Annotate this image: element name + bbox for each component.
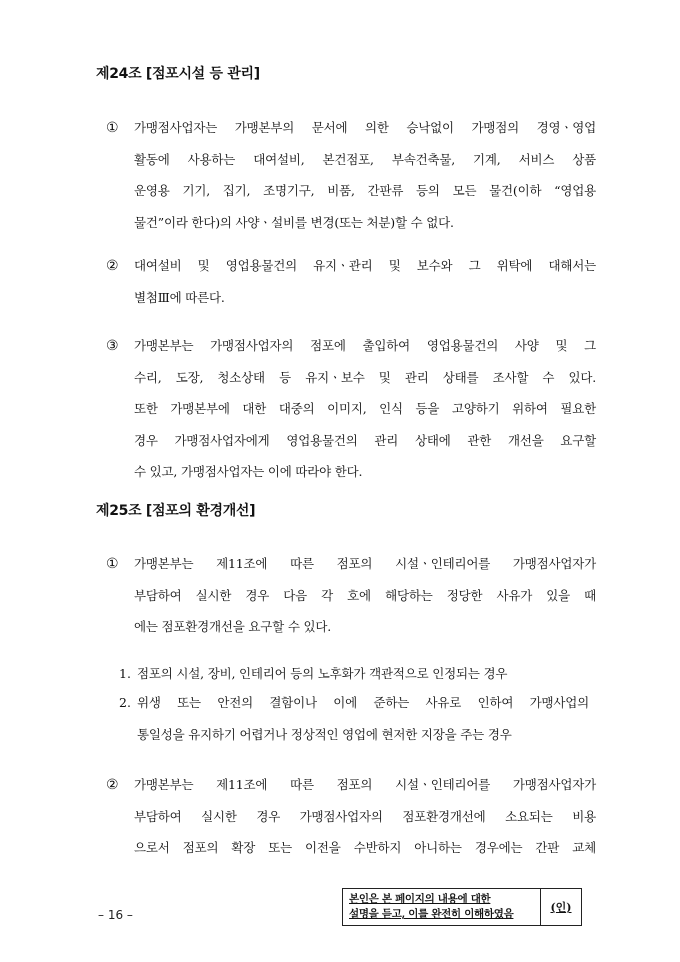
article-24-paragraph-1 bbox=[106, 112, 596, 238]
paragraph-line: 으로서 점포의 확장 또는 이전을 수반하지 아니하는 경우에는 간판 교체 bbox=[134, 840, 596, 855]
page-number: – 16 – bbox=[98, 908, 133, 922]
paragraph-line: 가맹본부는 가맹점사업자의 점포에 출입하여 영업용물건의 사양 및 그 bbox=[134, 338, 596, 353]
paragraph-marker: ② bbox=[106, 777, 119, 793]
paragraph-line: 부담하여 실시한 경우 다음 각 호에 해당하는 정당한 사유가 있을 때 bbox=[134, 587, 596, 603]
item-line: 위생 또는 안전의 결함이나 이에 준하는 사유로 인하여 가맹사업의 bbox=[137, 695, 589, 710]
item-line: 통일성을 유지하기 어렵거나 정상적인 영업에 현저한 지장을 주는 경우 bbox=[137, 726, 512, 742]
paragraph-line: 가맹본부는 제11조에 따른 점포의 시설ㆍ인테리어를 가맹점사업자가 bbox=[134, 777, 596, 792]
paragraph-line: 수리, 도장, 청소상태 등 유지ㆍ보수 및 관리 상태를 조사할 수 있다. bbox=[134, 369, 596, 385]
paragraph-line: 가맹점사업자는 가맹본부의 문서에 의한 승낙없이 가맹점의 경영ㆍ영업 bbox=[134, 120, 596, 135]
seal-field[interactable]: (인) bbox=[550, 901, 572, 914]
item-number: 1. bbox=[119, 666, 131, 681]
paragraph-line: 대여설비 및 영업용물건의 유지ㆍ관리 및 보수와 그 위탁에 대해서는 bbox=[134, 258, 596, 273]
paragraph-line: 물건”이라 한다)의 사양ㆍ설비를 변경(또는 처분)할 수 없다. bbox=[134, 214, 454, 230]
article-24-heading: 제24조 [점포시설 등 관리] bbox=[96, 66, 260, 82]
paragraph-marker: ① bbox=[106, 120, 119, 136]
paragraph-marker: ③ bbox=[106, 338, 119, 354]
article-25-paragraph-1 bbox=[106, 548, 596, 643]
confirmation-line: 본인은 본 페이지의 내용에 대한 bbox=[349, 893, 491, 905]
article-25-item-1 bbox=[119, 658, 589, 690]
paragraph-line: 운영용 기기, 집기, 조명기구, 비품, 간판류 등의 모든 물건(이하 “영업용 bbox=[134, 183, 596, 198]
confirmation-statement bbox=[343, 889, 541, 925]
paragraph-line: 또한 가맹본부에 대한 대중의 이미지, 인식 등을 고양하기 위하여 필요한 bbox=[134, 401, 596, 416]
paragraph-marker: ① bbox=[106, 556, 119, 572]
confirmation-box bbox=[342, 888, 582, 926]
paragraph-line: 가맹본부는 제11조에 따른 점포의 시설ㆍ인테리어를 가맹점사업자가 bbox=[134, 556, 596, 571]
article-25-heading: 제25조 [점포의 환경개선] bbox=[96, 503, 256, 519]
article-25-item-2 bbox=[119, 687, 589, 750]
paragraph-line: 부담하여 실시한 경우 가맹점사업자의 점포환경개선에 소요되는 비용 bbox=[134, 808, 596, 824]
item-number: 2. bbox=[119, 695, 131, 710]
paragraph-line: 에는 점포환경개선을 요구할 수 있다. bbox=[134, 619, 331, 634]
paragraph-line: 활동에 사용하는 대여설비, 본건점포, 부속건축물, 기계, 서비스 상품 bbox=[134, 151, 596, 167]
item-line: 점포의 시설, 장비, 인테리어 등의 노후화가 객관적으로 인정되는 경우 bbox=[137, 666, 508, 681]
paragraph-line: 경우 가맹점사업자에게 영업용물건의 관리 상태에 관한 개선을 요구할 bbox=[134, 432, 596, 448]
article-24-paragraph-2 bbox=[106, 250, 596, 313]
paragraph-marker: ② bbox=[106, 258, 119, 274]
article-24-paragraph-3 bbox=[106, 330, 596, 488]
confirmation-line: 설명을 듣고, 이를 완전히 이해하였음 bbox=[349, 908, 514, 920]
article-25-paragraph-2 bbox=[106, 769, 596, 864]
paragraph-line: 수 있고, 가맹점사업자는 이에 따라야 한다. bbox=[134, 464, 363, 479]
paragraph-line: 별첨Ⅲ에 따른다. bbox=[134, 289, 225, 305]
